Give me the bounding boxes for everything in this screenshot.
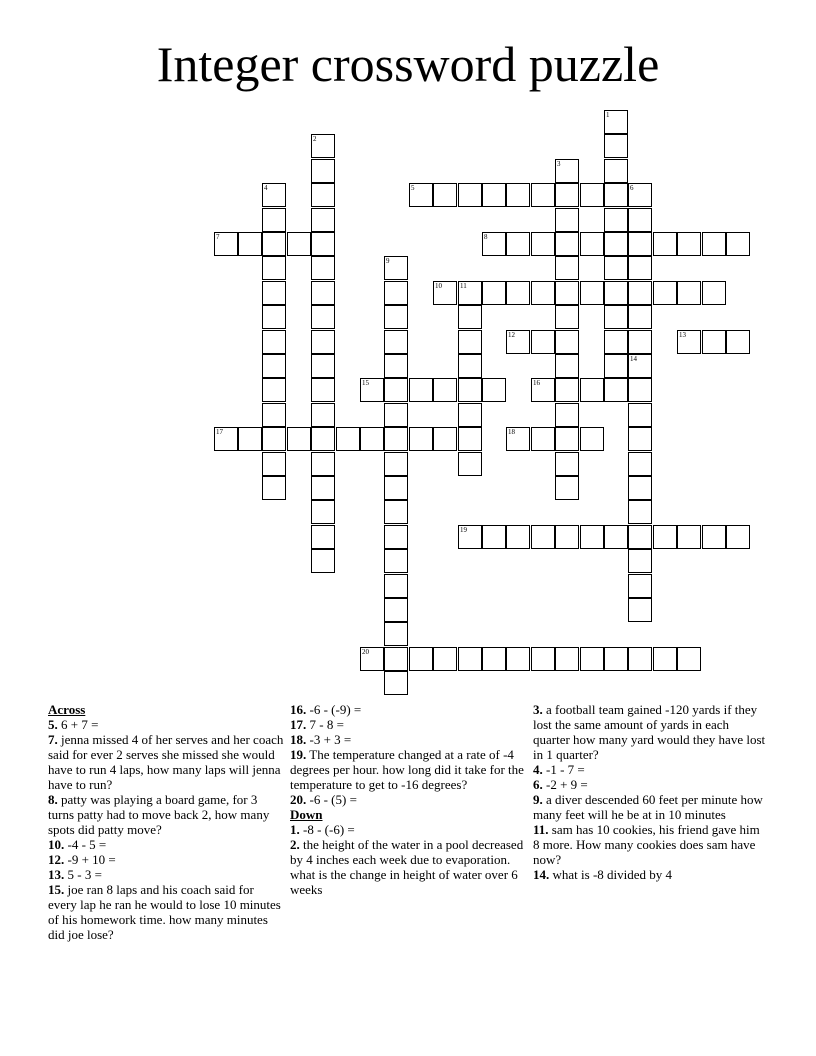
- grid-cell[interactable]: [506, 183, 530, 207]
- clue-item-text: patty was playing a board game, for 3 turns patty had to move back 2, how many spots did patty move?: [48, 792, 270, 837]
- grid-cell[interactable]: [311, 256, 335, 280]
- grid-cell[interactable]: [311, 281, 335, 305]
- grid-cell[interactable]: [409, 427, 433, 451]
- clue-item-text: 7 - 8 =: [306, 717, 344, 732]
- grid-cell[interactable]: [628, 647, 652, 671]
- clue-number: 11: [460, 282, 467, 290]
- clue-item-text: jenna missed 4 of her serves and her coach said for ever 2 serves she missed she would have to run 4 laps, how many laps will jenna have to run?: [48, 732, 284, 792]
- grid-cell[interactable]: [311, 134, 335, 158]
- down-heading: Down: [290, 807, 323, 822]
- grid-cell[interactable]: [238, 427, 262, 451]
- grid-cell[interactable]: [580, 647, 604, 671]
- grid-cell[interactable]: [458, 452, 482, 476]
- grid-cell[interactable]: [555, 330, 579, 354]
- clue-number: 13: [679, 331, 686, 339]
- clue-item-number: 11.: [533, 822, 549, 837]
- grid-cell[interactable]: [555, 256, 579, 280]
- grid-cell[interactable]: [458, 647, 482, 671]
- grid-cell[interactable]: [384, 427, 408, 451]
- clue-item-number: 3.: [533, 702, 543, 717]
- grid-cell[interactable]: [482, 525, 506, 549]
- clue-item: [48, 867, 284, 882]
- grid-cell[interactable]: [628, 256, 652, 280]
- grid-cell[interactable]: [628, 232, 652, 256]
- grid-cell[interactable]: [604, 647, 628, 671]
- grid-cell[interactable]: [531, 183, 555, 207]
- clue-item-text: -6 - (-9) =: [306, 702, 362, 717]
- grid-cell[interactable]: [580, 427, 604, 451]
- grid-cell[interactable]: [311, 427, 335, 451]
- grid-cell[interactable]: [384, 403, 408, 427]
- grid-cell[interactable]: [628, 500, 652, 524]
- grid-cell[interactable]: [384, 281, 408, 305]
- clue-item-number: 2.: [290, 837, 300, 852]
- grid-cell[interactable]: [506, 525, 530, 549]
- clue-number: 12: [508, 331, 515, 339]
- clue-number: 20: [362, 648, 369, 656]
- grid-cell[interactable]: [531, 525, 555, 549]
- grid-cell[interactable]: [458, 281, 482, 305]
- clue-item: [533, 702, 769, 762]
- grid-cell[interactable]: [555, 452, 579, 476]
- clue-item-number: 13.: [48, 867, 65, 882]
- grid-cell[interactable]: [555, 159, 579, 183]
- grid-cell[interactable]: [628, 427, 652, 451]
- grid-cell[interactable]: [262, 476, 286, 500]
- grid-cell[interactable]: [287, 232, 311, 256]
- grid-cell[interactable]: [628, 403, 652, 427]
- clue-item-number: 12.: [48, 852, 65, 867]
- grid-cell[interactable]: [604, 281, 628, 305]
- grid-cell[interactable]: [262, 232, 286, 256]
- grid-cell[interactable]: [384, 354, 408, 378]
- clue-item-text: -2 + 9 =: [542, 777, 588, 792]
- grid-cell[interactable]: [311, 403, 335, 427]
- clue-item-number: 10.: [48, 837, 65, 852]
- grid-cell[interactable]: [384, 622, 408, 646]
- clue-number: 3: [557, 160, 561, 168]
- grid-cell[interactable]: [628, 208, 652, 232]
- clue-item-text: the height of the water in a pool decreased by 4 inches each week due to evaporation. what is the change in height of water over 6 weeks: [290, 837, 524, 897]
- grid-cell[interactable]: [311, 525, 335, 549]
- clue-item-number: 4.: [533, 762, 543, 777]
- grid-cell[interactable]: [604, 378, 628, 402]
- grid-cell[interactable]: [311, 378, 335, 402]
- clue-number: 10: [435, 282, 442, 290]
- clue-item: [48, 837, 284, 852]
- grid-cell[interactable]: [702, 330, 726, 354]
- grid-cell[interactable]: [458, 330, 482, 354]
- grid-cell[interactable]: [311, 159, 335, 183]
- grid-cell[interactable]: [262, 305, 286, 329]
- grid-cell[interactable]: [677, 525, 701, 549]
- grid-cell[interactable]: [384, 305, 408, 329]
- grid-cell[interactable]: [628, 598, 652, 622]
- grid-cell[interactable]: [311, 232, 335, 256]
- grid-cell[interactable]: [580, 378, 604, 402]
- grid-cell[interactable]: [458, 354, 482, 378]
- grid-cell[interactable]: [628, 525, 652, 549]
- clue-item: [48, 882, 284, 942]
- grid-cell[interactable]: [482, 232, 506, 256]
- grid-cell[interactable]: [555, 476, 579, 500]
- clue-item: [290, 792, 526, 807]
- clue-number: 9: [386, 257, 390, 265]
- clue-item-number: 5.: [48, 717, 58, 732]
- grid-cell[interactable]: [726, 232, 750, 256]
- clue-item: [533, 822, 769, 867]
- grid-cell[interactable]: [628, 183, 652, 207]
- clue-item: [290, 747, 526, 792]
- clue-item-number: 1.: [290, 822, 300, 837]
- grid-cell[interactable]: [604, 208, 628, 232]
- grid-cell[interactable]: [433, 183, 457, 207]
- grid-cell[interactable]: [262, 183, 286, 207]
- clue-item-number: 16.: [290, 702, 307, 717]
- clues-column-1: [48, 702, 284, 942]
- clue-item-text: -3 + 3 =: [306, 732, 352, 747]
- grid-cell[interactable]: [531, 232, 555, 256]
- grid-cell[interactable]: [482, 378, 506, 402]
- grid-cell[interactable]: [384, 256, 408, 280]
- grid-cell[interactable]: [555, 281, 579, 305]
- clue-item-text: what is -8 divided by 4: [549, 867, 673, 882]
- grid-cell[interactable]: [262, 354, 286, 378]
- grid-cell[interactable]: [360, 378, 384, 402]
- grid-cell[interactable]: [628, 574, 652, 598]
- clue-item: [533, 762, 769, 777]
- grid-cell[interactable]: [604, 183, 628, 207]
- clue-item-number: 14.: [533, 867, 550, 882]
- grid-cell[interactable]: [506, 647, 530, 671]
- clue-number: 15: [362, 379, 369, 387]
- grid-cell[interactable]: [458, 183, 482, 207]
- grid-cell[interactable]: [555, 525, 579, 549]
- grid-cell[interactable]: [604, 330, 628, 354]
- clue-item-number: 18.: [290, 732, 307, 747]
- grid-cell[interactable]: [531, 378, 555, 402]
- grid-cell[interactable]: [555, 232, 579, 256]
- grid-cell[interactable]: [702, 281, 726, 305]
- clue-item: [48, 732, 284, 792]
- across-heading: Across: [48, 702, 86, 717]
- grid-cell[interactable]: [531, 427, 555, 451]
- grid-cell[interactable]: [628, 549, 652, 573]
- grid-cell[interactable]: [433, 378, 457, 402]
- clue-item-text: a football team gained -120 yards if they lost the same amount of yards in each quarter how many yard would they have lost in 1 quarter?: [533, 702, 766, 762]
- grid-cell[interactable]: [726, 330, 750, 354]
- clue-item: [48, 852, 284, 867]
- clues-column-3: [533, 702, 769, 882]
- clue-item-number: 8.: [48, 792, 58, 807]
- grid-cell[interactable]: [384, 598, 408, 622]
- clue-number: 14: [630, 355, 637, 363]
- grid-cell[interactable]: [262, 403, 286, 427]
- grid-cell[interactable]: [458, 378, 482, 402]
- grid-cell[interactable]: [214, 427, 238, 451]
- grid-cell[interactable]: [360, 647, 384, 671]
- grid-cell[interactable]: [311, 354, 335, 378]
- grid-cell[interactable]: [384, 671, 408, 695]
- clue-item-text: -4 - 5 =: [64, 837, 107, 852]
- clue-item-number: 20.: [290, 792, 307, 807]
- grid-cell[interactable]: [653, 525, 677, 549]
- clue-item: [48, 792, 284, 837]
- grid-cell[interactable]: [409, 183, 433, 207]
- grid-cell[interactable]: [580, 232, 604, 256]
- grid-cell[interactable]: [555, 208, 579, 232]
- grid-cell[interactable]: [506, 232, 530, 256]
- grid-cell[interactable]: [580, 281, 604, 305]
- clue-item-text: -6 - (5) =: [306, 792, 357, 807]
- clue-item: [290, 822, 526, 837]
- grid-cell[interactable]: [458, 403, 482, 427]
- grid-cell[interactable]: [482, 647, 506, 671]
- grid-cell[interactable]: [384, 330, 408, 354]
- grid-cell[interactable]: [384, 549, 408, 573]
- grid-cell[interactable]: [384, 476, 408, 500]
- clue-item-number: 17.: [290, 717, 307, 732]
- grid-cell[interactable]: [555, 427, 579, 451]
- grid-cell[interactable]: [409, 378, 433, 402]
- page-title: Integer crossword puzzle: [156, 36, 660, 92]
- clue-number: 6: [630, 184, 634, 192]
- grid-cell[interactable]: [555, 378, 579, 402]
- clue-item-number: 6.: [533, 777, 543, 792]
- grid-cell[interactable]: [238, 232, 262, 256]
- grid-cell[interactable]: [653, 281, 677, 305]
- clue-item-number: 7.: [48, 732, 58, 747]
- grid-cell[interactable]: [458, 525, 482, 549]
- grid-cell[interactable]: [628, 452, 652, 476]
- grid-cell[interactable]: [531, 647, 555, 671]
- grid-cell[interactable]: [628, 330, 652, 354]
- clue-item-number: 9.: [533, 792, 543, 807]
- grid-cell[interactable]: [677, 232, 701, 256]
- grid-cell[interactable]: [628, 354, 652, 378]
- grid-cell[interactable]: [604, 354, 628, 378]
- grid-cell[interactable]: [311, 330, 335, 354]
- grid-cell[interactable]: [262, 281, 286, 305]
- grid-cell[interactable]: [384, 500, 408, 524]
- clue-number: 8: [484, 233, 488, 241]
- clue-item-number: 19.: [290, 747, 307, 762]
- clue-number: 2: [313, 135, 317, 143]
- grid-cell[interactable]: [262, 256, 286, 280]
- grid-cell[interactable]: [506, 427, 530, 451]
- grid-cell[interactable]: [262, 452, 286, 476]
- clue-item: [533, 867, 769, 882]
- grid-cell[interactable]: [604, 305, 628, 329]
- grid-cell[interactable]: [311, 305, 335, 329]
- grid-cell[interactable]: [384, 378, 408, 402]
- clue-number: 16: [533, 379, 540, 387]
- clue-item-text: 6 + 7 =: [57, 717, 99, 732]
- grid-cell[interactable]: [311, 452, 335, 476]
- clue-item: [533, 777, 769, 792]
- grid-cell[interactable]: [311, 208, 335, 232]
- grid-cell[interactable]: [653, 232, 677, 256]
- clue-number: 5: [411, 184, 415, 192]
- grid-cell[interactable]: [311, 183, 335, 207]
- grid-cell[interactable]: [628, 476, 652, 500]
- clue-item-text: a diver descended 60 feet per minute how many feet will he be at in 10 minutes: [533, 792, 763, 822]
- grid-cell[interactable]: [311, 549, 335, 573]
- grid-cell[interactable]: [580, 525, 604, 549]
- grid-cell[interactable]: [555, 354, 579, 378]
- clue-item: [290, 717, 526, 732]
- clue-item: [48, 717, 284, 732]
- grid-cell[interactable]: [653, 647, 677, 671]
- clue-item: [533, 792, 769, 822]
- grid-cell[interactable]: [311, 476, 335, 500]
- clue-item-number: 15.: [48, 882, 65, 897]
- grid-cell[interactable]: [384, 574, 408, 598]
- grid-cell[interactable]: [555, 305, 579, 329]
- grid-cell[interactable]: [604, 256, 628, 280]
- grid-cell[interactable]: [555, 647, 579, 671]
- clue-item: [290, 837, 526, 897]
- grid-cell[interactable]: [580, 183, 604, 207]
- grid-cell[interactable]: [336, 427, 360, 451]
- grid-cell[interactable]: [555, 183, 579, 207]
- clue-number: 1: [606, 111, 610, 119]
- clue-item-text: -8 - (-6) =: [299, 822, 355, 837]
- grid-cell[interactable]: [702, 232, 726, 256]
- grid-cell[interactable]: [458, 305, 482, 329]
- clue-number: 7: [216, 233, 220, 241]
- grid-cell[interactable]: [726, 525, 750, 549]
- grid-cell[interactable]: [482, 183, 506, 207]
- grid-cell[interactable]: [604, 159, 628, 183]
- grid-cell[interactable]: [531, 281, 555, 305]
- grid-cell[interactable]: [531, 330, 555, 354]
- grid-cell[interactable]: [604, 525, 628, 549]
- grid-cell[interactable]: [384, 525, 408, 549]
- grid-cell[interactable]: [506, 281, 530, 305]
- grid-cell[interactable]: [604, 134, 628, 158]
- grid-cell[interactable]: [604, 110, 628, 134]
- grid-cell[interactable]: [360, 427, 384, 451]
- clue-item-text: The temperature changed at a rate of -4 degrees per hour. how long did it take for the temperature to get to -16 degrees?: [290, 747, 524, 792]
- grid-cell[interactable]: [628, 378, 652, 402]
- clue-item-text: sam has 10 cookies, his friend gave him 8 more. How many cookies does sam have now?: [533, 822, 760, 867]
- clue-item: [290, 702, 526, 717]
- grid-cell[interactable]: [458, 427, 482, 451]
- grid-cell[interactable]: [262, 208, 286, 232]
- grid-cell[interactable]: [214, 232, 238, 256]
- grid-cell[interactable]: [287, 427, 311, 451]
- grid-cell[interactable]: [262, 378, 286, 402]
- grid-cell[interactable]: [409, 647, 433, 671]
- clue-number: 4: [264, 184, 268, 192]
- grid-cell[interactable]: [506, 330, 530, 354]
- grid-cell[interactable]: [433, 281, 457, 305]
- grid-cell[interactable]: [604, 232, 628, 256]
- grid-cell[interactable]: [311, 500, 335, 524]
- clue-number: 17: [216, 428, 223, 436]
- grid-cell[interactable]: [677, 647, 701, 671]
- grid-cell[interactable]: [482, 281, 506, 305]
- grid-cell[interactable]: [628, 305, 652, 329]
- clue-number: 19: [460, 526, 467, 534]
- grid-cell[interactable]: [433, 647, 457, 671]
- clues-column-2: [290, 702, 526, 897]
- grid-cell[interactable]: [677, 330, 701, 354]
- clue-number: 18: [508, 428, 515, 436]
- grid-cell[interactable]: [555, 403, 579, 427]
- clue-item: [290, 732, 526, 747]
- grid-cell[interactable]: [677, 281, 701, 305]
- grid-cell[interactable]: [702, 525, 726, 549]
- clue-item-text: -1 - 7 =: [542, 762, 585, 777]
- grid-cell[interactable]: [628, 281, 652, 305]
- clue-item-text: joe ran 8 laps and his coach said for every lap he ran he would to lose 10 minutes of his homework time. how many minutes did joe lose?: [48, 882, 281, 942]
- grid-cell[interactable]: [262, 427, 286, 451]
- grid-cell[interactable]: [433, 427, 457, 451]
- grid-cell[interactable]: [262, 330, 286, 354]
- clue-item-text: 5 - 3 =: [64, 867, 102, 882]
- clue-item-text: -9 + 10 =: [64, 852, 116, 867]
- grid-cell[interactable]: [384, 647, 408, 671]
- grid-cell[interactable]: [384, 452, 408, 476]
